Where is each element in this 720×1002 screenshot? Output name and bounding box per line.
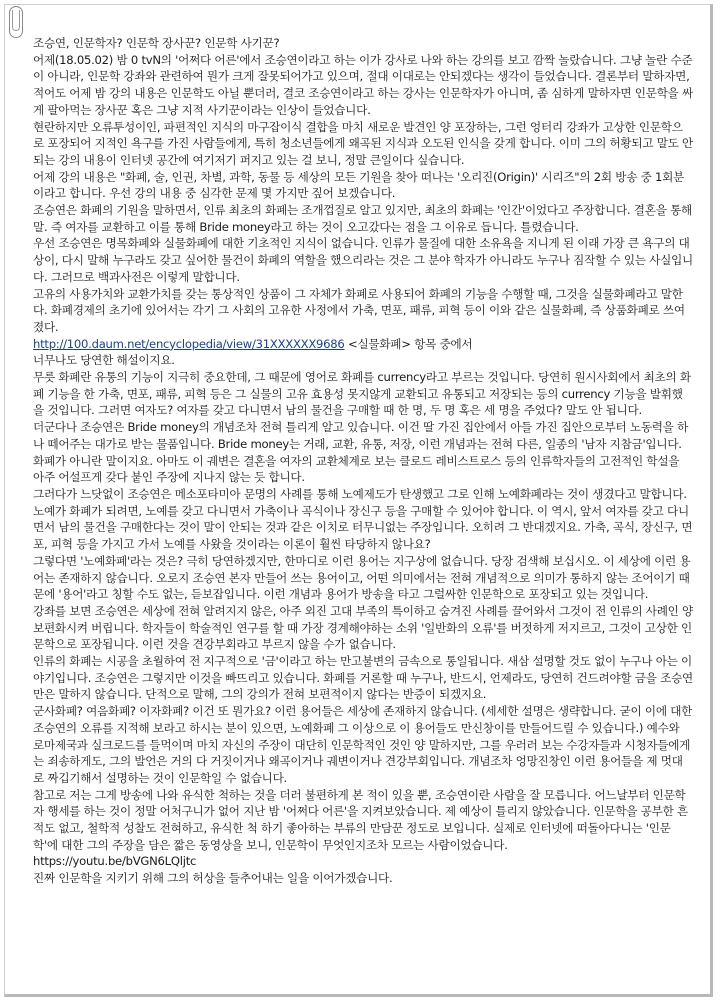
paragraph: 우선 조승연은 명목화폐와 실물화폐에 대한 기초적인 지식이 없습니다. 인류가 물질에 대한 소유욕을 지니게 된 이래 가장 큰 욕구의 대상이, 다시 말해 누구라도 갖고 싶어한 물건이 화폐의 역할을 했으리라는 것은 그 분야 학자가 아니라도 누구나 짐작할 수 있는 사실입니다. 그러므로 백과사전은 이렇게 말합니다. [33, 236, 693, 284]
paragraph: 너무나도 당연한 해설이지요. [33, 353, 175, 368]
article-body [33, 35, 693, 887]
source-line [33, 336, 693, 353]
paragraph: 그렇다면 '노예화폐'라는 것은? 극히 당연하겠지만, 한마디로 이런 용어는 지구상에 없습니다. 당장 검색해 보십시오. 이 세상에 이런 용어는 존재하지 않습니다. 오로지 조승연 본자 만들어 쓰는 용어이고, 어떤 의미에서는 전혀 개념적으로 의미가 통하지 않는 조어이기 때문에 '용어'라고 칭할 수도 없는, 듣보잡입니다. 이런 개념과 용어가 방송을 타고 그럴싸한 인문학으로 포장되고 있는 것입니다. [33, 553, 691, 602]
paragraph: 어제 강의 내용은 "화폐, 술, 인권, 차별, 과학, 동물 등 세상의 모든 기원을 찾아 떠나는 '오리진(Origin)' 시리즈"의 2회 방송 중 1회분이라고 합니다. 우선 강의 내용 중 심각한 문제 몇 가지만 짚어 보겠습니다. [33, 169, 684, 201]
paragraph: 현란하지만 오류투성이인, 파편적인 지식의 마구잡이식 결합을 마치 새로운 발견인 양 포장하는, 그런 엉터리 강좌가 고상한 인문학으로 포장되어 지적인 욕구를 가진 사람들에게, 특히 청소년들에게 왜곡된 지식과 오도된 인식을 갖게 합니다. 이미 그의 허황되고 말도 안되는 강의 내용이 인터넷 공간에 여기저기 퍼지고 있는 걸 보니, 정말 큰일이다 싶습니다. [33, 119, 693, 167]
paragraph: 무릇 화폐란 유통의 기능이 지극히 중요한데, 그 때문에 영어로 화폐를 currency라고 부르는 것입니다. 당연히 원시사회에서 최초의 화폐 기능을 한 가축, 면포, 패류, 피혁 등은 그 실물의 고유 효용성 못지않게 교환되고 유통되고 저장되는 등의 currency 기능을 발휘했을 것입니다. 그러면 여자도? 여자를 갖고 다니면서 남의 물건을 구매할 때 한 명, 두 명 혹은 세 명을 주었다? 말도 안 됩니다. [33, 370, 691, 418]
paragraph: 강좌를 보면 조승연은 세상에 전혀 알려지지 않은, 아주 외진 고대 부족의 특이하고 숨겨진 사례를 끌어와서 그것이 전 인류의 사례인 양 보편화시켜 버립니다. 학자들이 학술적인 연구를 할 때 가장 경계해야하는 소위 '일반화의 오류'를 버젓하게 저지르고, 그것이 고상한 인문학으로 포장됩니다. 이런 것을 견강부회라고 부르지 않을 수가 없습니다. [33, 603, 693, 652]
paragraph: 참고로 저는 그게 방송에 나와 유식한 척하는 것을 더러 불편하게 본 적이 있을 뿐, 조승연이란 사람을 잘 모릅니다. 어느날부터 인문학자 행세를 하는 것이 정말 어처구니가 없어 지난 밤 '어쩌다 어른'을 지켜보았습니다. 제 예상이 틀리지 않았습니다. 인문학을 공부한 흔적도 없고, 철학적 성찰도 전혀하고, 유식한 척 하기 좋아하는 부류의 만담꾼 정도로 보입니다. 실제로 인터넷에 떠돌아다니는 '인문학'에 대한 그의 주장을 담은 짧은 동영상을 보니, 인문학이 무엇인지조차 모르는 사람이었습니다. [33, 787, 688, 852]
youtube-link[interactable]: https://youtu.be/bVGN6LQljtc [33, 854, 197, 869]
link-suffix: <실물화폐> 항목 중에서 [344, 336, 473, 351]
paragraph: 인류의 화폐는 시공을 초월하여 전 지구적으로 '금'이라고 하는 만고불변의 금속으로 통일됩니다. 새삼 설명할 것도 없이 누구나 아는 이야기입니다. 조승연은 그렇지만 이것을 빠뜨리고 있습니다. 화폐를 거론할 때 누구나, 반드시, 언제라도, 당연히 건드려야할 금을 조승연만은 말하지 않습니다. 단적으로 말해, 그의 강의가 전혀 보편적이지 않다는 반증이 되겠지요. [33, 654, 693, 702]
paragraph: 어제(18.05.02) 밤 0 tvN의 '어쩌다 어른'에서 조승연이라고 하는 이가 강사로 나와 하는 강의를 보고 깜짝 놀랐습니다. 그냥 놀란 수준이 아니라, 인문학 강좌와 관련하여 뭔가 크게 잘못되어가고 있으며, 절대 이대로는 안되겠다는 생각이 들었습니다. 결론부터 말하자면, 적어도 어제 밤 강의 내용은 인문학도 아닐 뿐더러, 결코 조승연이라고 하는 강사는 인문학자가 아니며, 좀 심하게 말하자면 인문학을 싸게 팔아먹는 장사꾼 혹은 그냥 지적 사기꾼이라는 인상이 들었습니다. [33, 52, 693, 117]
paragraph: 그러다가 느닷없이 조승연은 메소포타미아 문명의 사례를 통해 노예제도가 탄생했고 그로 인해 노예화폐라는 것이 생겼다고 말합니다. 노예가 화폐가 되려면, 노예를 갖고 다니면서 가축이나 곡식이나 장신구 등을 구매할 수 있어야 합니다. 이 역시, 앞서 여자를 갖고 다니면서 남의 물건을 구매한다는 것이 말이 안되는 것과 같은 이치로 터무니없는 주장입니다. 오히려 그 반대겠지요. 가축, 곡식, 장신구, 면포, 피혁 등을 가지고 가서 노예를 사왔을 것이라는 이론이 훨씬 타당하지 않나요? [33, 486, 693, 552]
closing-paragraph: 진짜 인문학을 지키기 위해 그의 허상을 들추어내는 일을 이어가겠습니다. [33, 871, 393, 886]
paragraph: 고유의 사용가치와 교환가치를 갖는 통상적인 상품이 그 자체가 화폐로 사용되어 화폐의 기능을 수행할 때, 그것을 실물화폐라고 말한다. 화폐경제의 초기에 있어서는 각기 그 사회의 고유한 사정에서 가축, 면포, 패류, 피혁 등이 이와 같은 실물화폐, 즉 상품화폐로 쓰여졌다. [33, 286, 685, 334]
encyclopedia-link[interactable]: http://100.daum.net/encyclopedia/view/31XXXXXX9686 [33, 336, 345, 351]
paragraph: 조승연은 화폐의 기원을 말하면서, 인류 최초의 화폐는 조개껍질로 알고 있지만, 최초의 화폐는 '인간'이었다고 주장합니다. 결혼을 통해 말. 즉 여자를 교환하고 이를 통해 Bride money라고 하는 것이 오고갔다는 점을 그 이유로 듭니다. 틀렸습니다. [33, 203, 692, 234]
paperclip-inner-icon [12, 10, 20, 31]
paragraph: 더군다나 조승연은 Bride money의 개념조차 전혀 틀리게 알고 있습니다. 이건 딸 가진 집안에서 아들 가진 집안으로부터 노동력을 하나 떼어주는 대가로 받는 물품입니다. Bride money는 거래, 교환, 유통, 저장, 이런 개념과는 전혀 다른, 일종의 '남자 지참금'입니다. 화폐가 아니란 말이지요. 아마도 이 궤변은 결혼을 여자의 교환체계로 보는 클로드 레비스트로스 등의 인류학자들의 고전적인 학설을 아주 어설프게 갖다 붙인 주장에 지나지 않는 듯 합니다. [33, 420, 689, 485]
article-title: 조승연, 인문학자? 인문학 장사꾼? 인문학 사기꾼? [33, 36, 280, 50]
paragraph: 군사화폐? 여음화폐? 이자화폐? 이건 또 뭔가요? 이런 용어들은 세상에 존재하지 않습니다. (세세한 설명은 생략합니다. 굳이 이에 대한 조승연의 오류를 지적해 보라고 하시는 분이 있으면, 노예화폐 그 이상으로 이 용어들도 만신창이를 만들어드릴 수 있습니다.) 예수와 로마제국과 실크로드를 들먹이며 마치 자신의 주장이 대단히 인문학적인 것인 양 말하지만, 그를 우러러 보는 수강자들과 시청자들에게는 죄송하게도, 그의 발언은 거의 다 거짓이거나 왜곡이거나 궤변이거나 견강부회입니다. 개념조차 엉망진창인 이런 용어들을 제 멋대로 짜깁기해서 설명하는 것이 인문학일 수 없습니다. [33, 704, 693, 785]
